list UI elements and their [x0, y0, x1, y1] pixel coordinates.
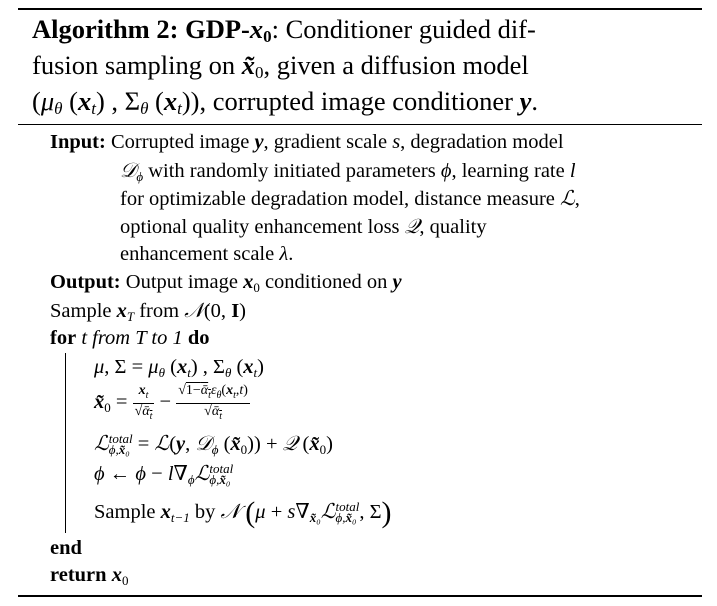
bottom-rule — [18, 595, 702, 597]
output-keyword: Output: — [50, 271, 121, 293]
algorithm-title-line-3: (μθ (xt) , Σθ (xt)), corrupted image conditioner y. — [32, 86, 538, 118]
loop-step-3: ℒ total ϕ,x̃₀ = ℒ(y, 𝒟$_\phi$ $(x̃_0)$) + 𝒬 $(x̃_0)$ — [94, 431, 333, 457]
end-keyword: end — [50, 537, 82, 559]
return-line: return $x_0$ — [50, 564, 129, 588]
algorithm-title-line-2: fusion sampling on x̃0, given a diffusion model — [32, 50, 529, 82]
input-keyword: Input: — [50, 131, 106, 153]
algorithm-box — [18, 8, 702, 598]
sample-init-line: Sample $x_T$ from 𝒩(0, I) — [50, 298, 246, 324]
do-keyword: do — [187, 327, 210, 349]
end-line — [50, 535, 82, 561]
loop-body-bar — [65, 353, 66, 533]
loop-step-2: $x̃_0$ = $\frac{x_t}{√ᾱ_t}$ − $\frac{√1-ᾱ_t\varepsilon_\theta(x_t,t)}{√ᾱ_t}$ — [94, 383, 248, 422]
output-line: Output: Output image $x_0$ conditioned on y — [50, 271, 402, 295]
loop-step-4: ϕ ← $\phi - l\nabla_\phi ℒ$ total ϕ,x̃₀ — [94, 461, 234, 487]
fraction-noise: $\frac{√1-ᾱ_t\varepsilon_\theta(x_t,t)}{√ᾱ_t}$ — [178, 383, 248, 422]
algorithm-title-rest: : Conditioner guided dif- — [271, 14, 536, 44]
for-keyword: for — [50, 327, 77, 349]
loop-step-1: μ, $\Sigma = \mu_\theta$ $(x_t)$ , $\Sigma_\theta$ $(x_t)$ — [94, 356, 264, 380]
loop-step-5: Sample $x_{t-1}$ by 𝒩 ($\mu + s\nabla_{x̃_0}ℒ$ total ϕ,x̃₀ , Σ) — [94, 496, 392, 529]
fraction-xt: $\frac{x_t}{√ᾱ_t}$ — [134, 383, 153, 422]
input-line-3: for optimizable degradation model, distance measure ℒ, — [120, 186, 580, 210]
for-range: t from T to 1 — [81, 327, 183, 349]
input-line-5: enhancement scale λ. — [120, 243, 294, 265]
for-line — [50, 325, 209, 351]
algorithm-name: GDP-x0 — [185, 14, 272, 46]
top-rule — [18, 8, 702, 10]
input-line-4: optional quality enhancement loss 𝒬, quality — [120, 214, 487, 238]
algorithm-label: Algorithm 2: — [32, 14, 179, 44]
input-line-1: Input: Corrupted image y, gradient scale s, degradation model — [50, 131, 564, 153]
header-rule — [18, 124, 702, 125]
return-keyword: return — [50, 564, 107, 586]
input-line-2: 𝒟$_\phi$ with randomly initiated parameters ϕ, learning rate l — [120, 158, 576, 184]
